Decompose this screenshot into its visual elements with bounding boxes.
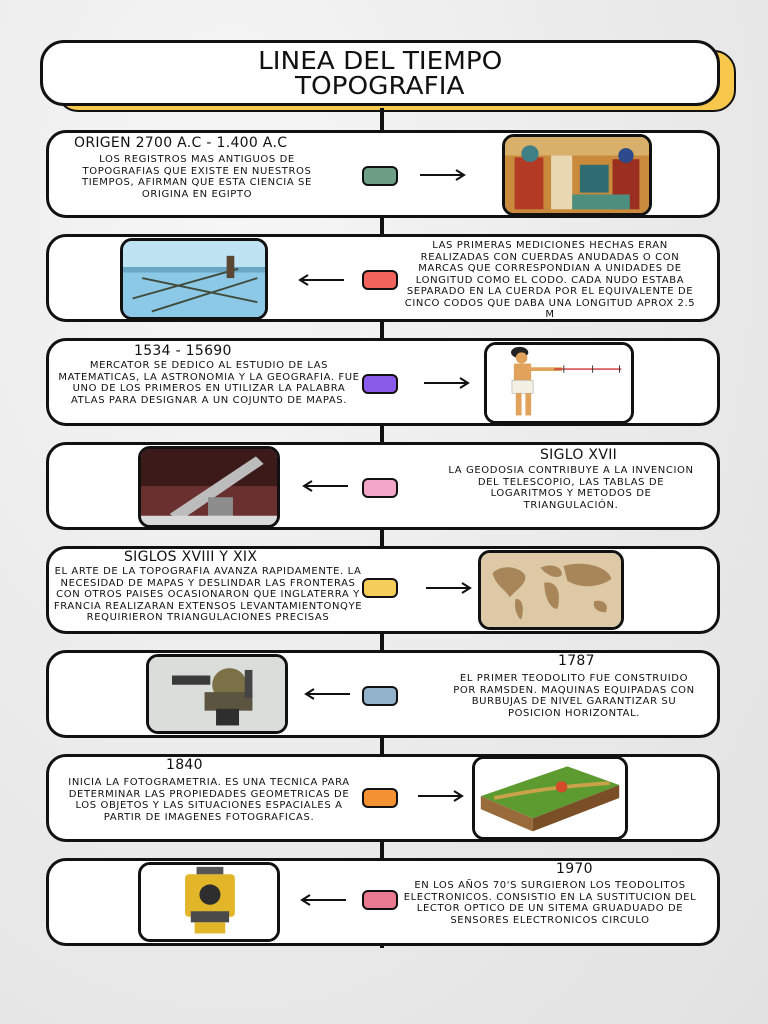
timeline-marker bbox=[362, 578, 398, 598]
arrow-right-icon bbox=[420, 169, 468, 181]
title-banner bbox=[40, 40, 720, 106]
event-text: LA GEODOSIA CONTRIBUYE A LA INVENCION DEL TELESCOPIO, LAS TABLAS DE LOGARITMOS Y METODOS DE TRIANGULACIÓN. bbox=[448, 465, 694, 511]
world-map-image bbox=[478, 550, 624, 630]
arrow-left-icon bbox=[296, 274, 344, 286]
arrow-left-icon bbox=[302, 688, 350, 700]
page-title-line-2: TOPOGRAFIA bbox=[295, 71, 465, 100]
event-heading: 1787 bbox=[558, 653, 595, 669]
event-text: INICIA LA FOTOGRAMETRIA. ES UNA TECNICA PARA DETERMINAR LAS PROPIEDADES GEOMETRICAS DE LOS OBJETOS Y LAS SITUACIONES ESPACIALES A PARTIR DE IMAGENES FOTOGRAFICAS. bbox=[68, 777, 350, 823]
arrow-right-icon bbox=[418, 790, 466, 802]
arrow-left-icon bbox=[300, 480, 348, 492]
timeline-marker bbox=[362, 374, 398, 394]
page-title-line-1: LINEA DEL TIEMPO bbox=[257, 46, 503, 75]
event-text: MERCATOR SE DEDICO AL ESTUDIO DE LAS MATEMATICAS, LA ASTRONOMIA Y LA GEOGRAFIA. FUE UNO DE LOS PRIMEROS EN UTILIZAR LA PALABRA ATLAS PARA DESIGNAR A UN COJUNTO DE MAPAS. bbox=[58, 360, 360, 406]
telescope-image bbox=[138, 446, 280, 528]
timeline-marker bbox=[362, 166, 398, 186]
event-heading: 1970 bbox=[556, 861, 593, 877]
event-text: EL PRIMER TEODOLITO FUE CONSTRUIDO POR RAMSDEN. MAQUINAS EQUIPADAS CON BURBUJAS DE NIVEL GARANTIZAR SU POSICION HORIZONTAL. bbox=[453, 673, 695, 719]
theodolite-image bbox=[146, 654, 288, 734]
terrain-model-image bbox=[472, 756, 628, 840]
timeline-marker bbox=[362, 788, 398, 808]
event-heading: SIGLO XVII bbox=[540, 447, 618, 463]
timeline-marker bbox=[362, 890, 398, 910]
event-heading: 1534 - 15690 bbox=[134, 343, 232, 359]
event-heading: 1840 bbox=[166, 757, 203, 773]
timeline-marker bbox=[362, 270, 398, 290]
arrow-right-icon bbox=[424, 377, 472, 389]
rope-measurement-image bbox=[120, 238, 268, 320]
event-text: EN LOS AÑOS 70'S SURGIERON LOS TEODOLITOS ELECTRONICOS. CONSISTIO EN LA SUSTITUCION DEL LECTOR OPTICO DE UN SITEMA GRUADUADO DE SENSORES ELECTRONICOS CIRCULO bbox=[403, 880, 697, 926]
timeline-marker bbox=[362, 686, 398, 706]
event-text: EL ARTE DE LA TOPOGRAFIA AVANZA RAPIDAMENTE. LA NECESIDAD DE MAPAS Y DESLINDAR LAS FRONTERAS CON OTROS PAISES OCASIONARON QUE INGLATERRA Y FRANCIA REALIZARAN EXTENSOS LEVANTAMIENTONQYE REQUIRIERON TRIANGULACIONES PRECISAS bbox=[53, 566, 363, 623]
event-text: LAS PRIMERAS MEDICIONES HECHAS ERAN REALIZADAS CON CUERDAS ANUDADAS O CON MARCAS QUE CORRESPONDIAN A UNIDADES DE LONGITUD COMO EL CODO. CADA NUDO ESTABA SEPARADO EN LA CUERDA POR EL EQUIVALENTE DE CINCO CODOS QUE DABA UNA LONGITUD APROX 2.5 M bbox=[404, 240, 696, 320]
egyptian-cubit-figure-image bbox=[484, 342, 634, 424]
event-heading: SIGLOS XVIII Y XIX bbox=[124, 549, 258, 565]
egyptian-painting-image bbox=[502, 134, 652, 216]
timeline-marker bbox=[362, 478, 398, 498]
total-station-image bbox=[138, 862, 280, 942]
arrow-right-icon bbox=[426, 582, 474, 594]
event-heading: ORIGEN 2700 A.C - 1.400 A.C bbox=[74, 135, 288, 151]
event-text: LOS REGISTROS MAS ANTIGUOS DE TOPOGRAFIAS QUE EXISTE EN NUESTROS TIEMPOS, AFIRMAN QUE ESTA CIENCIA SE ORIGINA EN EGIPTO bbox=[82, 154, 312, 200]
arrow-left-icon bbox=[298, 894, 346, 906]
